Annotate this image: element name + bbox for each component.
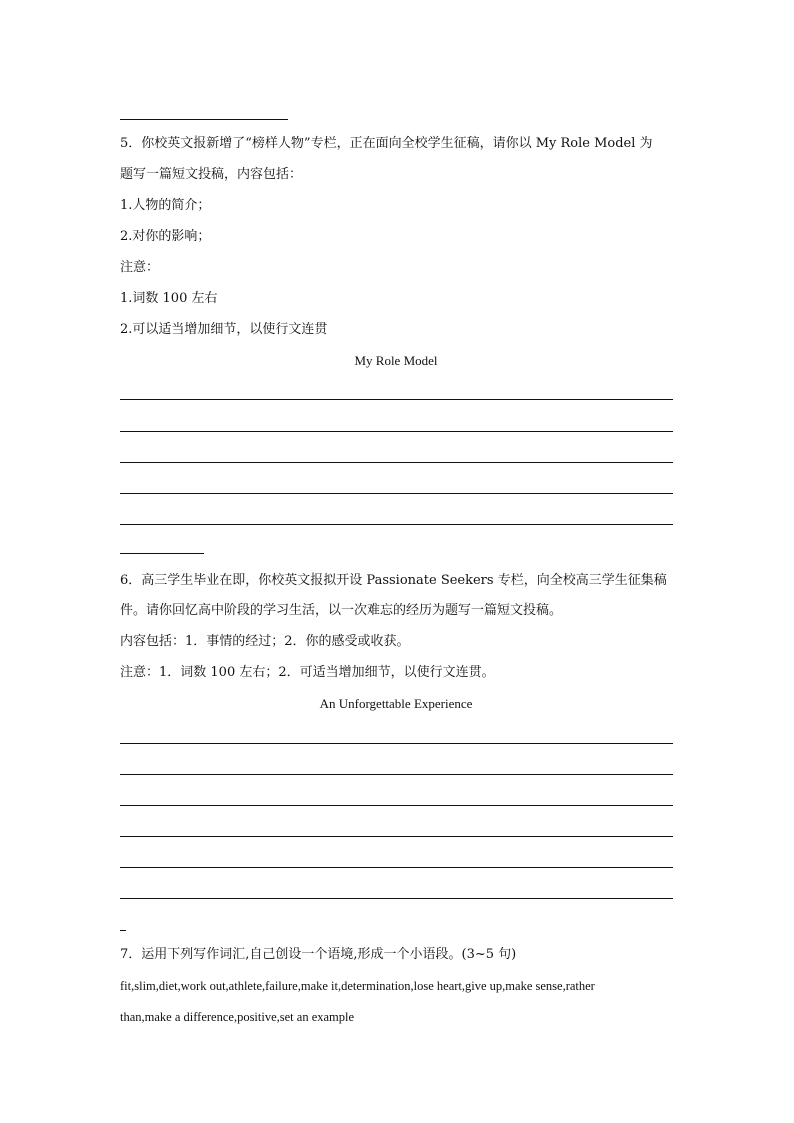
q6-content: 内容包括：1．事情的经过；2．你的感受或收获。	[120, 634, 410, 649]
q6-prompt-line1: 6．高三学生毕业在即，你校英文报拟开设 Passionate Seekers 专栏，向全校高三学生征集稿	[120, 573, 667, 588]
q5-prompt-line1: 5．你校英文报新增了“榜样人物”专栏，正在面向全校学生征稿，请你以 My Role Model 为	[120, 136, 653, 151]
q5-note-label: 注意：	[120, 260, 160, 275]
q6-essay-title: An Unforgettable Experience	[319, 696, 473, 711]
q7-vocab-line1: fit,slim,diet,work out,athlete,failure,make it,determination,lose heart,give up,make sense,rather	[120, 979, 595, 993]
q5-writing-line[interactable]	[120, 524, 673, 525]
q6-writing-line[interactable]	[120, 743, 673, 744]
q5-writing-line[interactable]	[120, 493, 673, 494]
q5-item-1: 1.人物的简介；	[120, 198, 211, 213]
q5-essay-title: My Role Model	[354, 353, 438, 368]
q7-prompt: 7．运用下列写作词汇,自己创设一个语境,形成一个小语段。(3~5 句)	[120, 947, 517, 962]
q5-writing-line[interactable]	[120, 462, 673, 463]
q6-writing-line-tiny[interactable]	[120, 930, 126, 931]
q6-writing-line[interactable]	[120, 805, 673, 806]
q5-writing-line[interactable]	[120, 431, 673, 432]
q6-writing-line[interactable]	[120, 898, 673, 899]
q6-writing-line[interactable]	[120, 836, 673, 837]
q7-vocab-line2: than,make a difference,positive,set an example	[120, 1010, 355, 1024]
q5-item-2: 2.对你的影响；	[120, 229, 211, 244]
q5-note-2: 2.可以适当增加细节，以使行文连贯	[120, 322, 328, 337]
q5-note-1: 1.词数 100 左右	[120, 291, 218, 306]
q6-note: 注意：1．词数 100 左右；2．可适当增加细节，以使行文连贯。	[120, 665, 495, 680]
q6-prompt-line2: 件。请你回忆高中阶段的学习生活，以一次难忘的经历为题写一篇短文投稿。	[120, 603, 563, 618]
q6-writing-line[interactable]	[120, 774, 673, 775]
q5-writing-line-short[interactable]	[120, 553, 204, 554]
q5-prompt-line2: 题写一篇短文投稿，内容包括：	[120, 167, 303, 182]
q5-writing-line[interactable]	[120, 399, 673, 400]
previous-answer-line	[120, 119, 288, 120]
q6-writing-line[interactable]	[120, 867, 673, 868]
